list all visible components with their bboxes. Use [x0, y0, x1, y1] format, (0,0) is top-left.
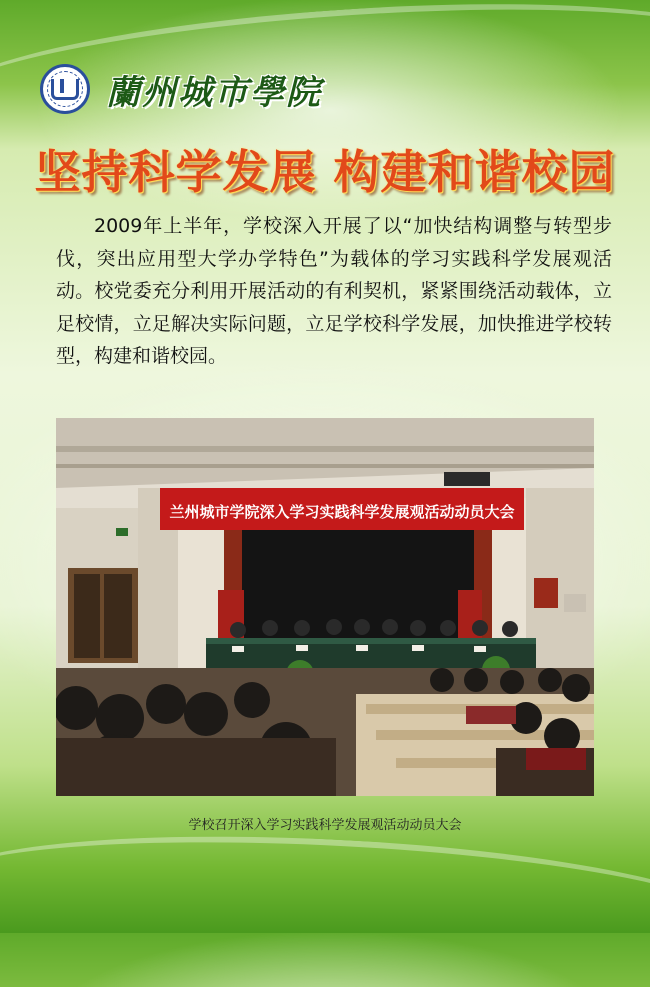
university-seal-logo [40, 64, 90, 114]
banner-text: 兰州城市学院深入学习实践科学发展观活动动员大会 [169, 503, 515, 521]
school-name: 蘭州城市學院 [106, 72, 322, 113]
decorative-swoosh [0, 819, 650, 987]
school-header [40, 58, 370, 120]
headline: 坚持科学发展 构建和谐校园 [34, 145, 616, 199]
photo-caption: 学校召开深入学习实践科学发展观活动动员大会 [188, 818, 462, 833]
meeting-photo [56, 418, 594, 796]
body-paragraph: 2009年上半年，学校深入开展了以“加快结构调整与转型步伐，突出应用型大学办学特色”为载体的学习实践科学发展观活动。校党委充分利用开展活动的有利契机，紧紧围绕活动载体，立足校情，立足解决实际问题，立足学校科学发展，加快推进学校转型，构建和谐校园。 [56, 215, 612, 367]
seal-emblem-icon [51, 79, 79, 100]
